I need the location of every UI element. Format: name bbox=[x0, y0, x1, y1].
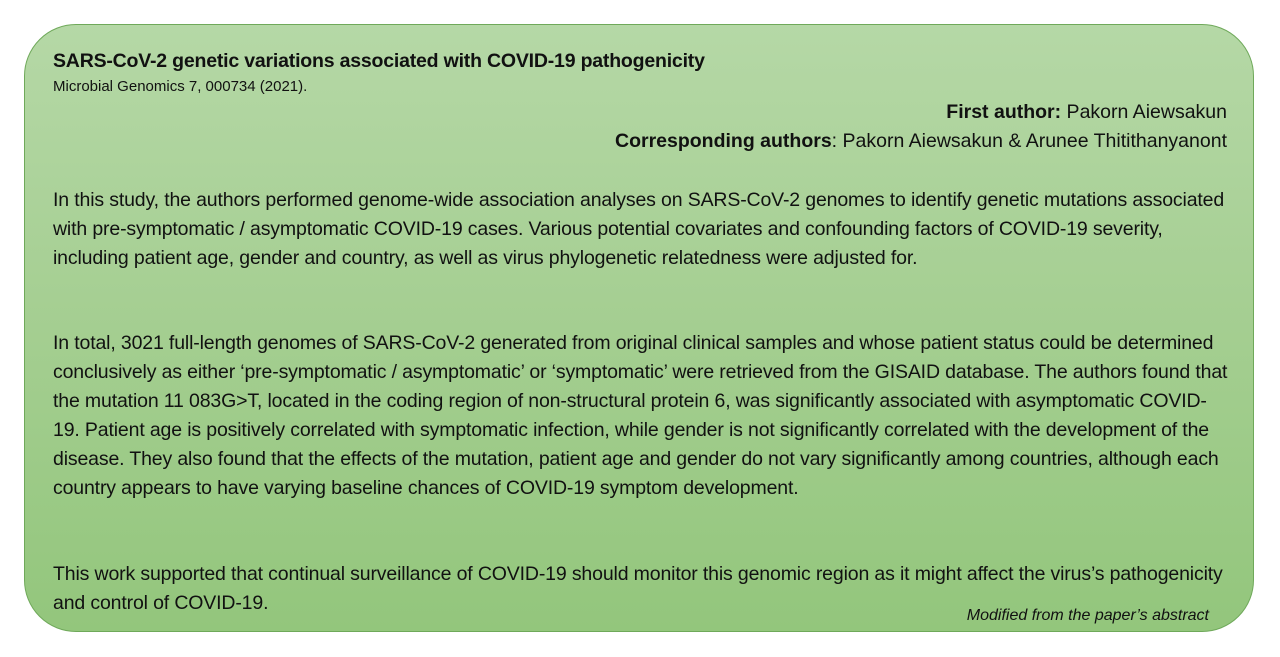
paragraph-study-design: In this study, the authors performed genome-wide association analyses on SARS-CoV-2 genomes to identify genetic mutations associated with pre-symptomatic / asymptomatic COVID-19 cases. Various potential covariates and confounding factors of COVID-19 severity, including patient age, gender and country, as well as virus phylogenetic relatedness were adjusted for. bbox=[53, 189, 1225, 269]
summary-card bbox=[24, 24, 1254, 632]
corresponding-authors-names: : Pakorn Aiewsakun & Arunee Thitithanyanont bbox=[831, 130, 1227, 152]
first-author-line bbox=[946, 101, 1227, 124]
corresponding-authors-line bbox=[615, 130, 1227, 153]
first-author-label: First author: bbox=[946, 101, 1062, 123]
source-credit: Modified from the paper’s abstract bbox=[966, 607, 1209, 624]
paper-title: SARS-CoV-2 genetic variations associated with COVID-19 pathogenicity bbox=[53, 50, 705, 72]
journal-citation: Microbial Genomics 7, 000734 (2021). bbox=[53, 78, 308, 95]
paragraph-findings: In total, 3021 full-length genomes of SARS-CoV-2 generated from original clinical samples and whose patient status could be determined conclusively as either ‘pre-symptomatic / asymptomatic’ or ‘symptomatic’ were retrieved from the GISAID database. The authors found that the mutation 11 083G>T, located in the coding region of non-structural protein 6, was significantly associated with asymptomatic COVID-19. Patient age is positively correlated with symptomatic infection, while gender is not significantly correlated with the development of the disease. They also found that the effects of the mutation, patient age and gender do not vary significantly among countries, although each country appears to have varying baseline chances of COVID-19 symptom development. bbox=[53, 332, 1228, 499]
first-author-name: Pakorn Aiewsakun bbox=[1061, 101, 1227, 123]
corresponding-authors-label: Corresponding authors bbox=[615, 130, 832, 152]
paragraph-conclusion: This work supported that continual surveillance of COVID-19 should monitor this genomic region as it might affect the virus’s pathogenicity and control of COVID-19. bbox=[53, 563, 1223, 614]
